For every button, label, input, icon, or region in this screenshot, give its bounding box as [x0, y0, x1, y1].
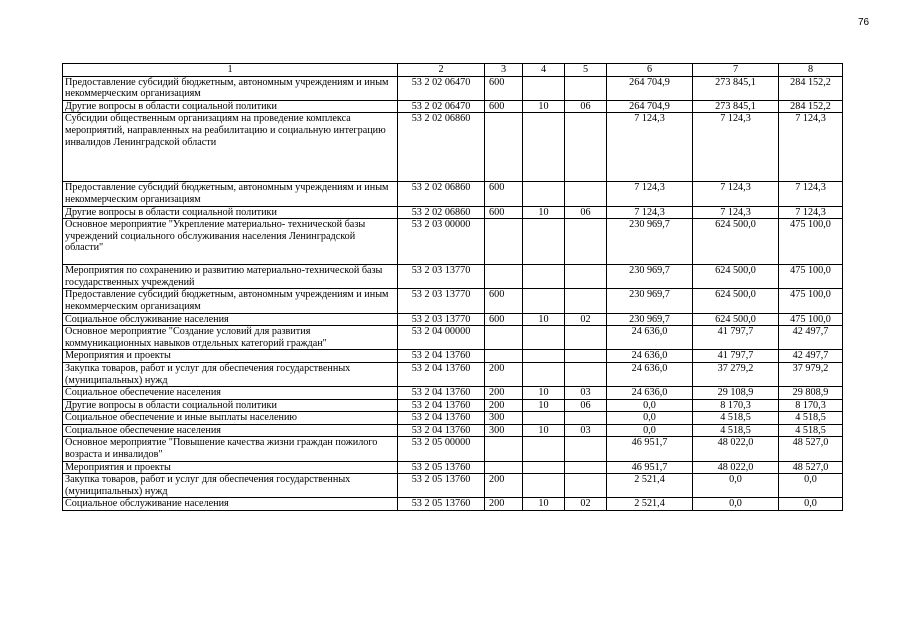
- cell-col7: 624 500,0: [693, 219, 779, 265]
- cell-col7: 0,0: [693, 474, 779, 498]
- cell-col7: 48 022,0: [693, 437, 779, 461]
- cell-col3: 200: [485, 474, 523, 498]
- cell-name: Закупка товаров, работ и услуг для обеспечения государственных (муниципальных) нужд: [63, 362, 398, 386]
- cell-col5: [565, 437, 607, 461]
- cell-col6: 46 951,7: [607, 461, 693, 474]
- cell-col6: 0,0: [607, 399, 693, 412]
- cell-col3: 200: [485, 387, 523, 400]
- table-row: [63, 424, 843, 437]
- cell-name: Мероприятия по сохранению и развитию материально-технической базы государственных учреждений: [63, 265, 398, 289]
- page-number: 76: [858, 17, 870, 28]
- table-row: [63, 265, 843, 289]
- cell-col5: [565, 362, 607, 386]
- cell-col6: 7 124,3: [607, 206, 693, 219]
- cell-col8: 284 152,2: [779, 100, 843, 113]
- cell-col3: 200: [485, 362, 523, 386]
- cell-col7: 7 124,3: [693, 206, 779, 219]
- cell-col4: [523, 113, 565, 182]
- cell-col4: [523, 219, 565, 265]
- cell-col3: [485, 113, 523, 182]
- cell-col4: 10: [523, 399, 565, 412]
- cell-col6: 2 521,4: [607, 498, 693, 511]
- cell-col8: 0,0: [779, 474, 843, 498]
- cell-col6: 230 969,7: [607, 219, 693, 265]
- table-row: [63, 461, 843, 474]
- cell-col7: 7 124,3: [693, 113, 779, 182]
- cell-name: Предоставление субсидий бюджетным, автономным учреждениям и иным некоммерческим организациям: [63, 182, 398, 206]
- cell-col5: [565, 474, 607, 498]
- cell-col3: [485, 219, 523, 265]
- cell-col7: 8 170,3: [693, 399, 779, 412]
- cell-code: 53 2 04 13760: [398, 350, 485, 363]
- cell-col8: 48 527,0: [779, 437, 843, 461]
- cell-code: 53 2 04 00000: [398, 326, 485, 350]
- table-row: [63, 498, 843, 511]
- budget-table: [62, 63, 843, 511]
- cell-col6: 264 704,9: [607, 76, 693, 100]
- cell-col5: [565, 326, 607, 350]
- cell-col6: 24 636,0: [607, 362, 693, 386]
- cell-col7: 4 518,5: [693, 412, 779, 425]
- cell-col4: [523, 350, 565, 363]
- cell-col4: [523, 76, 565, 100]
- cell-col5: [565, 113, 607, 182]
- cell-col8: 475 100,0: [779, 313, 843, 326]
- cell-col8: 284 152,2: [779, 76, 843, 100]
- table-row: [63, 412, 843, 425]
- cell-name: Предоставление субсидий бюджетным, автономным учреждениям и иным некоммерческим организациям: [63, 76, 398, 100]
- cell-col7: 624 500,0: [693, 313, 779, 326]
- table-row: [63, 206, 843, 219]
- cell-col5: 06: [565, 399, 607, 412]
- cell-col7: 4 518,5: [693, 424, 779, 437]
- cell-code: 53 2 02 06860: [398, 206, 485, 219]
- cell-code: 53 2 05 13760: [398, 474, 485, 498]
- cell-col7: 624 500,0: [693, 289, 779, 313]
- cell-col8: 7 124,3: [779, 182, 843, 206]
- cell-code: 53 2 04 13760: [398, 399, 485, 412]
- cell-col5: 03: [565, 387, 607, 400]
- cell-col7: 0,0: [693, 498, 779, 511]
- header-cell: 3: [485, 64, 523, 77]
- cell-name: Другие вопросы в области социальной политики: [63, 206, 398, 219]
- cell-col3: 300: [485, 424, 523, 437]
- cell-col6: 7 124,3: [607, 113, 693, 182]
- cell-code: 53 2 05 13760: [398, 461, 485, 474]
- cell-col4: [523, 461, 565, 474]
- cell-name: Основное мероприятие "Повышение качества жизни граждан пожилого возраста и инвалидов": [63, 437, 398, 461]
- cell-col7: 29 108,9: [693, 387, 779, 400]
- cell-col4: [523, 326, 565, 350]
- cell-col3: 200: [485, 498, 523, 511]
- cell-name: Основное мероприятие "Создание условий для развития коммуникационных навыков отдельных категорий граждан": [63, 326, 398, 350]
- cell-col5: [565, 289, 607, 313]
- cell-col4: 10: [523, 206, 565, 219]
- cell-col8: 7 124,3: [779, 206, 843, 219]
- cell-name: Мероприятия и проекты: [63, 350, 398, 363]
- cell-code: 53 2 02 06470: [398, 76, 485, 100]
- cell-col6: 7 124,3: [607, 182, 693, 206]
- cell-col5: 03: [565, 424, 607, 437]
- cell-name: Субсидии общественным организациям на проведение комплекса мероприятий, направленных на реабилитацию и социальную интеграцию инвалидов Ленинградской области: [63, 113, 398, 182]
- cell-col3: [485, 461, 523, 474]
- cell-col6: 24 636,0: [607, 387, 693, 400]
- cell-col3: 300: [485, 412, 523, 425]
- cell-col3: 600: [485, 289, 523, 313]
- cell-col3: [485, 437, 523, 461]
- table-row: [63, 399, 843, 412]
- table-row: [63, 100, 843, 113]
- cell-name: Социальное обеспечение населения: [63, 387, 398, 400]
- table-row: [63, 313, 843, 326]
- cell-col6: 230 969,7: [607, 289, 693, 313]
- cell-col5: 06: [565, 100, 607, 113]
- cell-col8: 4 518,5: [779, 424, 843, 437]
- table-row: [63, 350, 843, 363]
- cell-code: 53 2 03 00000: [398, 219, 485, 265]
- cell-col6: 0,0: [607, 424, 693, 437]
- cell-col8: 475 100,0: [779, 265, 843, 289]
- cell-col4: [523, 437, 565, 461]
- cell-col7: 41 797,7: [693, 326, 779, 350]
- cell-code: 53 2 05 13760: [398, 498, 485, 511]
- table-row: [63, 76, 843, 100]
- cell-col4: [523, 362, 565, 386]
- cell-col6: 46 951,7: [607, 437, 693, 461]
- cell-col5: [565, 412, 607, 425]
- cell-col8: 7 124,3: [779, 113, 843, 182]
- cell-name: Основное мероприятие "Укрепление материально- технической базы учреждений социального обслуживания населения Ленинградской области": [63, 219, 398, 265]
- cell-col3: 600: [485, 100, 523, 113]
- table-row: [63, 362, 843, 386]
- cell-name: Социальное обеспечение населения: [63, 424, 398, 437]
- cell-col4: 10: [523, 498, 565, 511]
- table-row: [63, 437, 843, 461]
- cell-name: Социальное обеспечение и иные выплаты населению: [63, 412, 398, 425]
- cell-col8: 48 527,0: [779, 461, 843, 474]
- cell-col8: 29 808,9: [779, 387, 843, 400]
- cell-col8: 42 497,7: [779, 350, 843, 363]
- table-row: [63, 289, 843, 313]
- cell-name: Социальное обслуживание населения: [63, 498, 398, 511]
- cell-col6: 230 969,7: [607, 313, 693, 326]
- cell-col3: 600: [485, 206, 523, 219]
- cell-col4: 10: [523, 313, 565, 326]
- cell-col3: 600: [485, 76, 523, 100]
- header-cell: 7: [693, 64, 779, 77]
- cell-col7: 37 279,2: [693, 362, 779, 386]
- cell-code: 53 2 04 13760: [398, 362, 485, 386]
- table-row: [63, 219, 843, 265]
- header-cell: 4: [523, 64, 565, 77]
- cell-code: 53 2 03 13770: [398, 289, 485, 313]
- cell-col4: 10: [523, 424, 565, 437]
- cell-col4: 10: [523, 100, 565, 113]
- cell-col7: 273 845,1: [693, 100, 779, 113]
- cell-col5: 02: [565, 313, 607, 326]
- header-cell: 1: [63, 64, 398, 77]
- cell-code: 53 2 02 06860: [398, 113, 485, 182]
- header-cell: 8: [779, 64, 843, 77]
- cell-col7: 624 500,0: [693, 265, 779, 289]
- cell-col3: [485, 326, 523, 350]
- cell-col6: 24 636,0: [607, 350, 693, 363]
- table-row: [63, 387, 843, 400]
- cell-code: 53 2 02 06470: [398, 100, 485, 113]
- cell-col6: 2 521,4: [607, 474, 693, 498]
- cell-col5: [565, 350, 607, 363]
- cell-col3: 200: [485, 399, 523, 412]
- cell-col4: [523, 474, 565, 498]
- cell-col3: 600: [485, 313, 523, 326]
- cell-col6: 264 704,9: [607, 100, 693, 113]
- cell-col5: [565, 182, 607, 206]
- cell-col5: 06: [565, 206, 607, 219]
- cell-name: Другие вопросы в области социальной политики: [63, 399, 398, 412]
- cell-col6: 24 636,0: [607, 326, 693, 350]
- cell-col5: [565, 461, 607, 474]
- cell-code: 53 2 02 06860: [398, 182, 485, 206]
- cell-col4: 10: [523, 387, 565, 400]
- cell-col7: 41 797,7: [693, 350, 779, 363]
- cell-code: 53 2 03 13770: [398, 265, 485, 289]
- cell-name: Другие вопросы в области социальной политики: [63, 100, 398, 113]
- cell-col8: 475 100,0: [779, 289, 843, 313]
- table-row: [63, 182, 843, 206]
- cell-col4: [523, 182, 565, 206]
- cell-col5: [565, 76, 607, 100]
- cell-col7: 48 022,0: [693, 461, 779, 474]
- cell-col3: [485, 265, 523, 289]
- cell-name: Мероприятия и проекты: [63, 461, 398, 474]
- cell-col5: [565, 219, 607, 265]
- cell-col8: 4 518,5: [779, 412, 843, 425]
- cell-name: Закупка товаров, работ и услуг для обеспечения государственных (муниципальных) нужд: [63, 474, 398, 498]
- cell-col6: 230 969,7: [607, 265, 693, 289]
- cell-col7: 7 124,3: [693, 182, 779, 206]
- cell-col8: 475 100,0: [779, 219, 843, 265]
- cell-col8: 42 497,7: [779, 326, 843, 350]
- cell-col7: 273 845,1: [693, 76, 779, 100]
- cell-name: Социальное обслуживание населения: [63, 313, 398, 326]
- cell-col6: 0,0: [607, 412, 693, 425]
- cell-code: 53 2 04 13760: [398, 412, 485, 425]
- table-header-row: [63, 64, 843, 77]
- cell-col8: 8 170,3: [779, 399, 843, 412]
- cell-name: Предоставление субсидий бюджетным, автономным учреждениям и иным некоммерческим организациям: [63, 289, 398, 313]
- cell-col5: [565, 265, 607, 289]
- table-row: [63, 113, 843, 182]
- header-cell: 2: [398, 64, 485, 77]
- cell-col3: 600: [485, 182, 523, 206]
- table-row: [63, 474, 843, 498]
- cell-code: 53 2 04 13760: [398, 387, 485, 400]
- cell-code: 53 2 03 13770: [398, 313, 485, 326]
- header-cell: 6: [607, 64, 693, 77]
- cell-col8: 37 979,2: [779, 362, 843, 386]
- cell-col3: [485, 350, 523, 363]
- cell-col8: 0,0: [779, 498, 843, 511]
- cell-col4: [523, 289, 565, 313]
- cell-col4: [523, 412, 565, 425]
- cell-code: 53 2 05 00000: [398, 437, 485, 461]
- cell-col5: 02: [565, 498, 607, 511]
- cell-col4: [523, 265, 565, 289]
- header-cell: 5: [565, 64, 607, 77]
- cell-code: 53 2 04 13760: [398, 424, 485, 437]
- table-row: [63, 326, 843, 350]
